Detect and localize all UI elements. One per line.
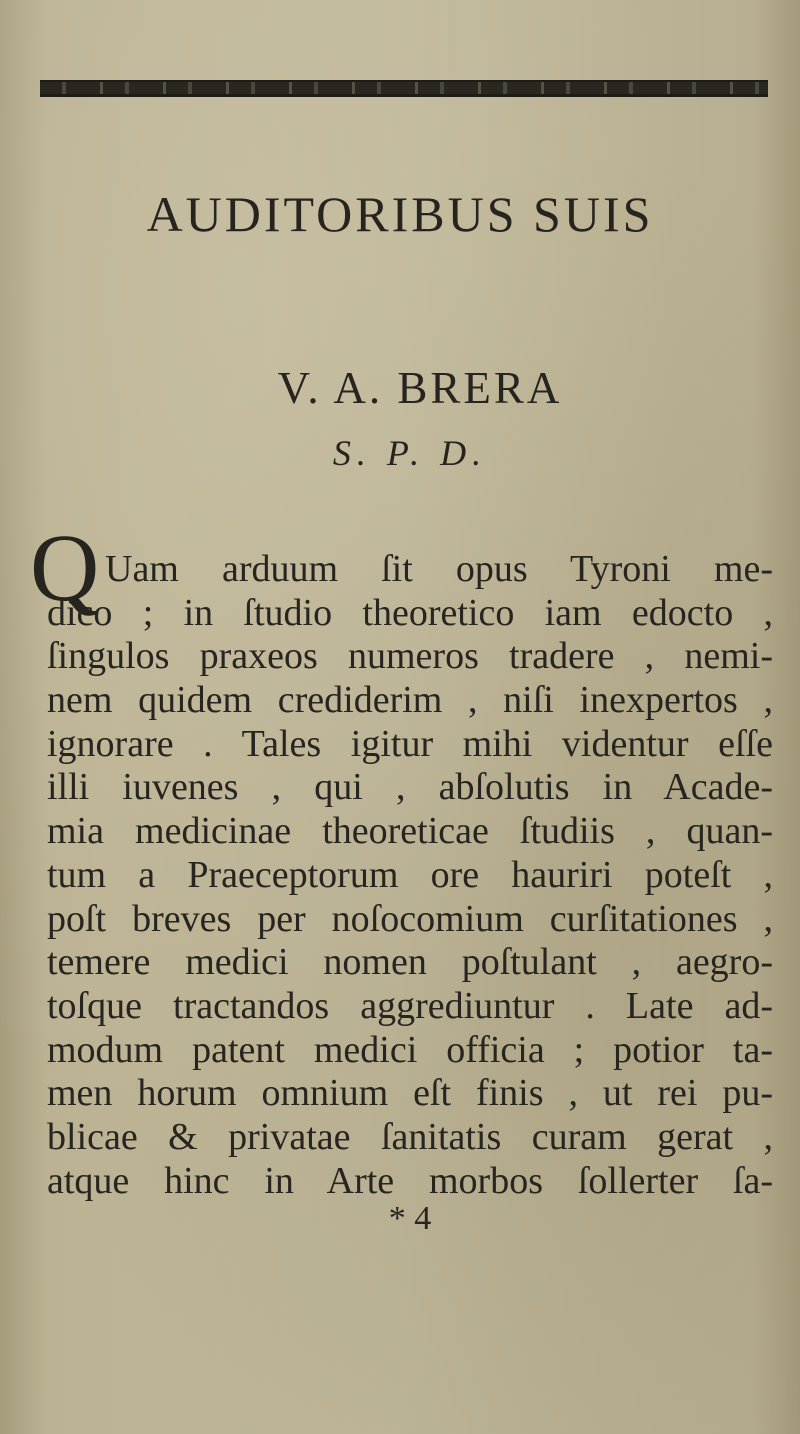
text-line: men horum omnium eſt finis , ut rei pu- (47, 1072, 773, 1115)
text-line: atque hinc in Arte morbos ſollerter ſa- (47, 1159, 773, 1202)
signature-mark: * 4 (388, 1200, 432, 1237)
body-text (47, 548, 773, 1203)
ornamental-rule (40, 80, 768, 97)
text-line: ſingulos praxeos numeros tradere , nemi- (47, 635, 773, 678)
text-line: toſque tractandos aggrediuntur . Late ad- (47, 984, 773, 1027)
text-line: tum a Praeceptorum ore hauriri poteſt , (47, 853, 773, 896)
text-line: dico ; in ſtudio theoretico iam edocto , (47, 591, 773, 634)
text-line: modum patent medici officia ; potior ta- (47, 1028, 773, 1071)
text-line: illi iuvenes , qui , abſolutis in Acade- (47, 766, 773, 809)
text-line: temere medici nomen poſtulant , aegro- (47, 941, 773, 984)
text-line: ignorare . Tales igitur mihi videntur eſſe (47, 722, 773, 765)
author-name: V. A. BRERA (277, 363, 563, 413)
text-line: Uam arduum ſit opus Tyroni me- (105, 548, 773, 590)
text-line: poſt breves per noſocomium curſitationes , (47, 897, 773, 940)
text-line: nem quidem crediderim , niſi inexpertos , (47, 679, 773, 722)
dedication-heading: AUDITORIBUS SUIS (146, 186, 654, 242)
salutation: S. P. D. (332, 433, 488, 473)
text-line: blicae & privatae ſanitatis curam gerat , (47, 1115, 773, 1158)
drop-cap: Q (30, 514, 100, 621)
text-line: mia medicinae theoreticae ſtudiis , quan- (47, 810, 773, 853)
